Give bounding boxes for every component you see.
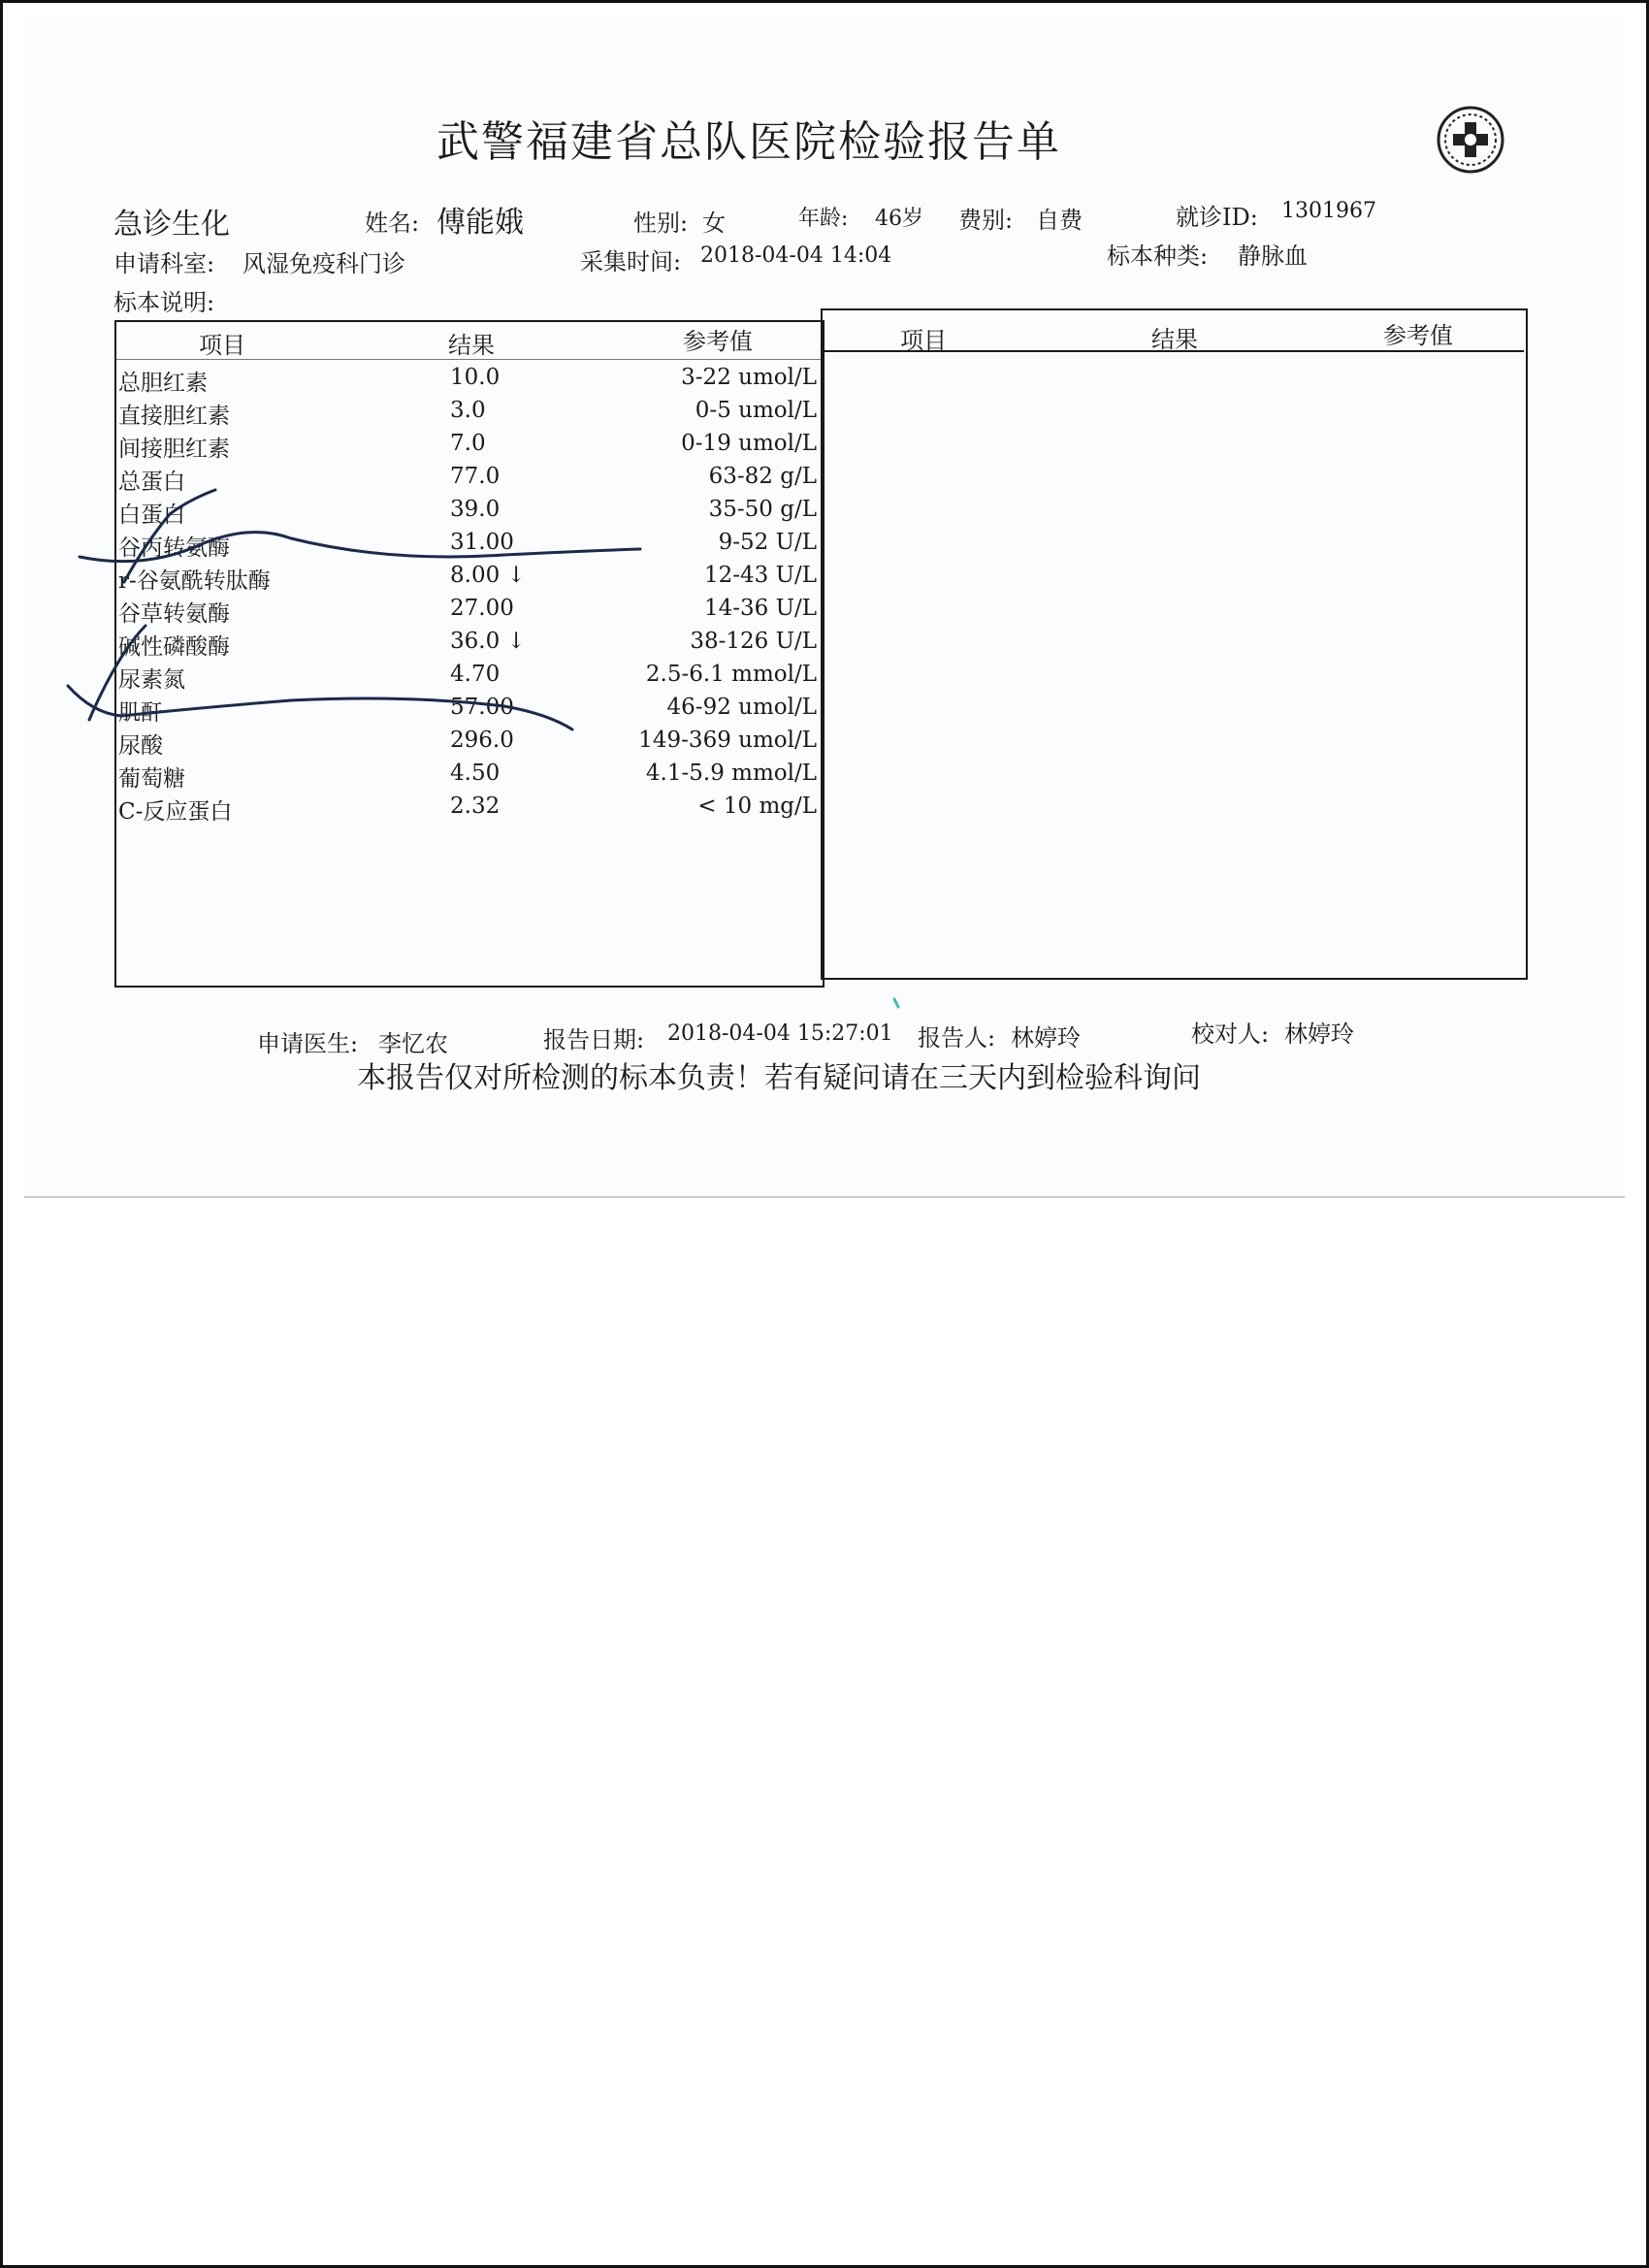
dept-label: 申请科室: <box>113 250 215 277</box>
table-row <box>118 563 824 596</box>
collect-time-label: 采集时间: <box>580 248 682 275</box>
row-ref: 3-22 umol/L <box>681 365 817 390</box>
row-item: 碱性磷酸酶 <box>118 634 230 660</box>
row-item: 尿酸 <box>118 733 163 759</box>
row-result: 2.32 <box>450 794 501 819</box>
hospital-emblem-icon <box>1434 101 1507 180</box>
row-ref: 14-36 U/L <box>703 596 817 621</box>
checker-name: 林婷玲 <box>1284 1021 1354 1048</box>
sex-label: 性别: <box>633 210 689 237</box>
doctor-name: 李忆农 <box>378 1030 448 1057</box>
row-ref: 12-43 U/L <box>703 563 817 588</box>
row-ref: < 10 mg/L <box>697 794 817 819</box>
row-ref: 9-52 U/L <box>718 530 817 555</box>
table-row <box>118 497 824 530</box>
table-row <box>118 431 824 464</box>
table-row <box>118 398 824 431</box>
row-result: 8.00 ↓ <box>450 563 526 588</box>
patient-sex: 女 <box>702 210 726 237</box>
disclaimer: 本报告仅对所检测的标本负责！若有疑问请在三天内到检验科询问 <box>357 1061 1201 1095</box>
header-result-left: 结果 <box>448 332 495 359</box>
row-ref: 46-92 umol/L <box>666 695 817 720</box>
row-ref: 149-369 umol/L <box>638 728 817 753</box>
table-row <box>118 629 824 662</box>
patient-name: 傅能娥 <box>436 206 524 240</box>
row-ref: 4.1-5.9 mmol/L <box>645 761 817 786</box>
visit-id-label: 就诊ID: <box>1176 204 1258 231</box>
header-result-right: 结果 <box>1151 326 1198 353</box>
row-item: 谷丙转氨酶 <box>118 535 230 561</box>
row-item: 间接胆红素 <box>118 437 230 462</box>
visit-id: 1301967 <box>1281 199 1376 223</box>
reporter-name: 林婷玲 <box>1011 1024 1081 1052</box>
row-item: 白蛋白 <box>118 502 185 528</box>
table-row <box>118 695 824 728</box>
doctor-label: 申请医生: <box>257 1030 359 1057</box>
row-result: 57.00 <box>450 695 514 720</box>
table-row <box>118 464 824 497</box>
row-ref: 63-82 g/L <box>708 464 817 489</box>
specimen-type: 静脉血 <box>1238 243 1308 270</box>
row-result: 36.0 ↓ <box>450 629 526 654</box>
table-row <box>118 530 824 563</box>
specimen-note-label: 标本说明: <box>113 289 215 316</box>
row-ref: 2.5-6.1 mmol/L <box>645 662 817 687</box>
checker-label: 校对人: <box>1191 1021 1270 1048</box>
department: 风湿免疫科门诊 <box>242 250 405 277</box>
row-result: 77.0 <box>450 464 501 489</box>
reporter-label: 报告人: <box>918 1024 996 1052</box>
row-item: 尿素氮 <box>118 667 185 693</box>
row-ref: 0-5 umol/L <box>695 398 817 423</box>
row-item: 肌酐 <box>118 700 163 726</box>
table-row <box>118 662 824 695</box>
table-row <box>118 728 824 761</box>
header-ref-left: 参考值 <box>683 328 753 355</box>
collect-time: 2018-04-04 14:04 <box>700 243 892 268</box>
report-category: 急诊生化 <box>113 208 230 242</box>
row-ref: 38-126 U/L <box>690 629 817 654</box>
fee-type: 自费 <box>1036 207 1083 234</box>
row-ref: 35-50 g/L <box>708 497 817 522</box>
specimen-label: 标本种类: <box>1107 243 1209 270</box>
table-row <box>118 596 824 629</box>
row-result: 7.0 <box>450 431 486 456</box>
report-title: 武警福建省总队医院检验报告单 <box>436 117 1061 167</box>
row-result: 10.0 <box>450 365 501 390</box>
row-result: 39.0 <box>450 497 501 522</box>
table-row <box>118 365 824 398</box>
header-item-left: 项目 <box>199 332 245 359</box>
report-date-label: 报告日期: <box>543 1026 645 1053</box>
row-result: 31.00 <box>450 530 514 555</box>
results-table-right <box>821 308 1528 980</box>
row-item: 总蛋白 <box>118 470 185 495</box>
row-item: 谷草转氨酶 <box>118 601 230 627</box>
report-date: 2018-04-04 15:27:01 <box>667 1021 893 1046</box>
table-row <box>118 761 824 794</box>
row-result: 4.70 <box>450 662 501 687</box>
fee-label: 费别: <box>958 207 1014 234</box>
row-result: 4.50 <box>450 761 501 786</box>
age-label: 年龄: <box>798 207 849 231</box>
header-item-right: 项目 <box>900 327 947 354</box>
patient-age: 46岁 <box>875 207 923 231</box>
row-result: 296.0 <box>450 728 514 753</box>
row-item: C-反应蛋白 <box>118 799 233 825</box>
row-item: 总胆红素 <box>118 371 208 396</box>
name-label: 姓名: <box>365 210 420 237</box>
table-row <box>118 794 824 826</box>
row-result: 3.0 <box>450 398 486 423</box>
row-item: 直接胆红素 <box>118 404 230 429</box>
row-ref: 0-19 umol/L <box>681 431 817 456</box>
row-item: 葡萄糖 <box>118 766 185 792</box>
row-result: 27.00 <box>450 596 514 621</box>
row-item: r-谷氨酰转肽酶 <box>118 568 271 594</box>
header-ref-right: 参考值 <box>1383 322 1453 349</box>
